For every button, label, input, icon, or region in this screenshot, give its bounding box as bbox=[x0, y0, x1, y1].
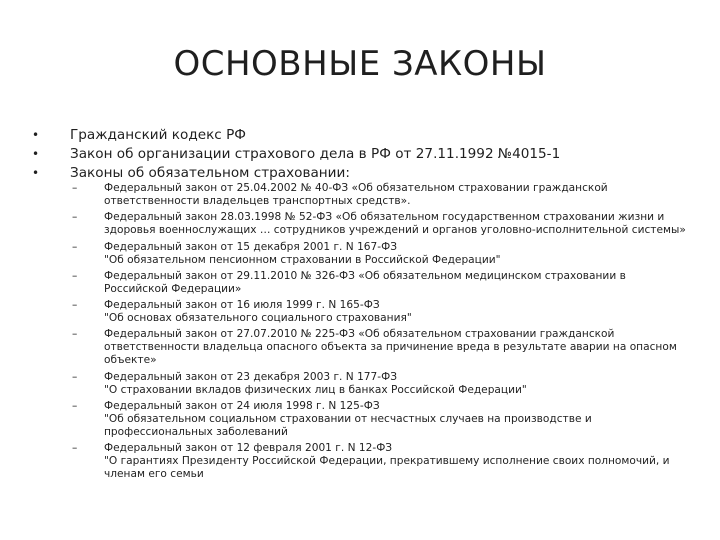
sub-list-item-line: Федеральный закон от 25.04.2002 № 40-ФЗ «Об обязательном страховании гражданской bbox=[104, 182, 608, 194]
dash-icon: – bbox=[72, 442, 78, 455]
sub-list-item bbox=[72, 182, 692, 208]
dash-icon: – bbox=[72, 370, 78, 383]
sub-list-item-line: ответственности владельцев транспортных средств». bbox=[104, 195, 411, 207]
bullet-icon: • bbox=[32, 128, 40, 142]
sub-list-item bbox=[72, 299, 692, 325]
sub-list-item bbox=[72, 270, 692, 296]
sub-list-item-line: Федеральный закон от 12 февраля 2001 г. N 12-ФЗ bbox=[104, 442, 393, 455]
list-item-text: Закон об организации страхового дела в РФ от 27.11.1992 №4015-1 bbox=[70, 146, 561, 162]
sub-list-item-line: объекте» bbox=[104, 354, 157, 367]
sub-list-item-line: Федеральный закон от 15 декабря 2001 г. N 167-ФЗ bbox=[104, 240, 398, 253]
sub-list-item-line: членам его семьи bbox=[104, 468, 204, 481]
sub-list-item bbox=[72, 371, 692, 397]
sub-list-item-line: профессиональных заболеваний bbox=[104, 426, 288, 439]
sub-list-item-line: Федеральный закон от 16 июля 1999 г. N 165-ФЗ bbox=[104, 299, 380, 312]
main-list bbox=[32, 126, 692, 183]
page-title: ОСНОВНЫЕ ЗАКОНЫ bbox=[173, 44, 547, 84]
sub-list-item-line: "О гарантиях Президенту Российской Федерации, прекратившему исполнение своих полномочий, и bbox=[104, 455, 670, 468]
sub-list-item bbox=[72, 328, 692, 367]
list-item bbox=[32, 126, 692, 145]
bullet-icon: • bbox=[32, 166, 40, 180]
sub-list-item-line: здоровья военнослужащих … сотрудников учреждений и органов уголовно-исполнительной системы» bbox=[104, 224, 686, 237]
sub-list-item-line: "О страховании вкладов физических лиц в банках Российской Федерации" bbox=[104, 383, 527, 396]
sub-list-item-line: Федеральный закон от 29.11.2010 № 326-ФЗ «Об обязательном медицинском страховании в bbox=[104, 269, 626, 282]
sub-list-item bbox=[72, 400, 692, 439]
dash-icon: – bbox=[72, 400, 78, 413]
dash-icon: – bbox=[72, 299, 78, 312]
sub-list-item-line: "Об основах обязательного социального страхования" bbox=[104, 312, 412, 325]
dash-icon: – bbox=[72, 328, 78, 341]
bullet-icon: • bbox=[32, 147, 40, 161]
list-item-text: Гражданский кодекс РФ bbox=[70, 127, 246, 143]
sub-list bbox=[72, 182, 692, 485]
sub-list-item-line: Федеральный закон от 24 июля 1998 г. N 125-ФЗ bbox=[104, 400, 380, 413]
list-item-text: Законы об обязательном страховании: bbox=[70, 165, 350, 181]
list-item bbox=[32, 145, 692, 164]
sub-list-item-line: "Об обязательном социальном страховании от несчастных случаев на производстве и bbox=[104, 413, 592, 426]
sub-list-item bbox=[72, 241, 692, 267]
sub-list-item-line: ответственности владельца опасного объекта за причинение вреда в результате аварии на опасном bbox=[104, 341, 677, 354]
dash-icon: – bbox=[72, 269, 78, 282]
dash-icon: – bbox=[72, 211, 78, 224]
sub-list-item-line: "Об обязательном пенсионном страховании в Российской Федерации" bbox=[104, 253, 501, 266]
sub-list-item-line: Федеральный закон от 23 декабря 2003 г. N 177-ФЗ bbox=[104, 370, 398, 383]
sub-list-item-line: Федеральный закон от 27.07.2010 № 225-ФЗ «Об обязательном страховании гражданской bbox=[104, 328, 615, 341]
sub-list-item-line: Федеральный закон 28.03.1998 № 52-ФЗ «Об обязательном государственном страховании жизни и bbox=[104, 211, 665, 224]
dash-icon: – bbox=[72, 182, 78, 194]
sub-list-item-line: Российской Федерации» bbox=[104, 282, 242, 295]
dash-icon: – bbox=[72, 240, 78, 253]
list-item bbox=[32, 164, 692, 183]
sub-list-item bbox=[72, 442, 692, 481]
sub-list-item bbox=[72, 211, 692, 237]
